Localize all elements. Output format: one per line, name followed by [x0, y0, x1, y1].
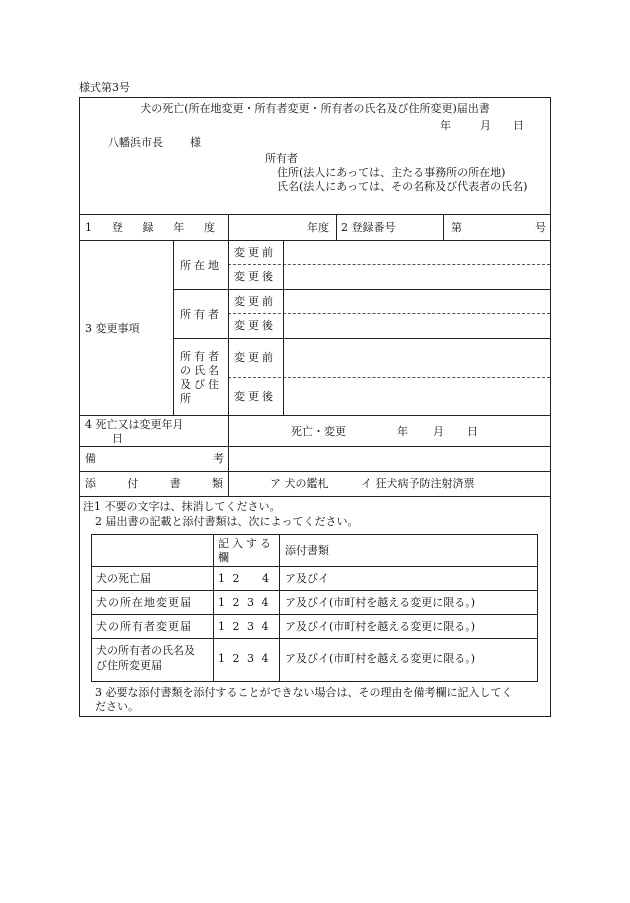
row4-value: 死亡・変更: [291, 425, 346, 438]
addressee-honorific: 様: [190, 136, 201, 149]
outer-border-top: [79, 97, 551, 98]
table-top-line: [79, 214, 551, 215]
owner-name-label-2: の氏名: [180, 364, 222, 377]
addressee-name: 八幡浜市長: [108, 136, 163, 149]
inner-row-docs: ア及びイ: [285, 572, 329, 585]
row4-year: 年: [397, 425, 408, 438]
inner-row-name: 犬の所在地変更届: [96, 596, 192, 609]
owner-name-after-label: 変更後: [234, 390, 276, 403]
location-bottom-line: [173, 289, 551, 290]
inner-header-bottom: [91, 566, 538, 567]
row4-bottom-line: [79, 446, 551, 447]
owner-name-divider: [228, 377, 550, 378]
row1-divider-b: [443, 214, 444, 241]
row4-month: 月: [433, 425, 444, 438]
label-column-line: [228, 214, 229, 497]
outer-border-right: [550, 97, 551, 717]
attachment-b: イ 狂犬病予防注射済票: [361, 477, 475, 490]
changes-label: 3 変更事項: [85, 322, 140, 335]
applicant-name: 氏名(法人にあっては、その名称及び代表者の氏名): [277, 180, 528, 193]
reg-number-label: 2 登録番号: [341, 221, 396, 234]
attachment-a: ア 犬の鑑札: [270, 477, 329, 490]
owner-before-label: 変更前: [234, 295, 276, 308]
row4-label-line1: 4 死亡又は変更年月: [85, 418, 184, 431]
inner-col-line-1: [213, 534, 214, 682]
location-before-label: 変更前: [234, 246, 276, 259]
row4-label-line2: 日: [112, 432, 123, 445]
reg-year-unit: 年度: [307, 221, 329, 234]
attachments-bottom-line: [79, 496, 551, 497]
reg-number-go: 号: [535, 221, 546, 234]
note-3-line2: ださい。: [95, 700, 139, 713]
inner-row-name-line2: び住所変更届: [96, 659, 162, 672]
inner-row-docs: ア及びイ(市町村を越える変更に限る。): [285, 620, 476, 633]
inner-col-line-2: [279, 534, 280, 682]
owner-divider: [228, 313, 550, 314]
row1-divider-a: [336, 214, 337, 241]
location-after-label: 変更後: [234, 270, 276, 283]
inner-row-fields: 1 2 4: [218, 572, 269, 585]
outer-border-left: [79, 97, 80, 717]
form-number: 様式第3号: [79, 81, 130, 94]
inner-header-fields-1: 記入する: [218, 537, 274, 550]
owner-name-before-label: 変更前: [234, 351, 276, 364]
reg-number-dai: 第: [451, 221, 462, 234]
inner-header-fields-2: 欄: [218, 551, 229, 564]
date-day: 日: [513, 119, 524, 132]
reg-year-label: 1 登 録 年 度: [85, 221, 215, 234]
inner-table-top: [91, 534, 538, 535]
remarks-label-a: 備: [85, 452, 96, 465]
form-title: 犬の死亡(所在地変更・所有者変更・所有者の氏名及び住所変更)届出書: [140, 102, 490, 115]
inner-row-fields: 1 2 3 4: [218, 652, 269, 665]
owner-name-label-4: 所: [180, 392, 191, 405]
inner-row-docs: ア及びイ(市町村を越える変更に限る。): [285, 652, 476, 665]
location-label: 所在地: [180, 259, 222, 272]
attachments-label: 添 付 書 類: [85, 477, 223, 490]
applicant-address: 住所(法人にあっては、主たる事務所の所在地): [277, 166, 506, 179]
before-after-line: [283, 240, 284, 416]
note-2: 2 届出書の記載と添付書類は、次によってください。: [95, 515, 359, 528]
owner-label: 所有者: [180, 308, 222, 321]
owner-after-label: 変更後: [234, 319, 276, 332]
inner-col-line-left: [91, 534, 92, 682]
inner-row2-bottom: [91, 614, 538, 615]
outer-border-bottom: [79, 716, 551, 717]
inner-row-docs: ア及びイ(市町村を越える変更に限る。): [285, 596, 476, 609]
remarks-bottom-line: [79, 471, 551, 472]
inner-row-name-line1: 犬の所有者の氏名及: [96, 644, 195, 657]
owner-bottom-line: [173, 338, 551, 339]
note-1: 注1 不要の文字は、抹消してください。: [83, 500, 281, 513]
inner-col-line-right: [537, 534, 538, 682]
owner-name-label-3: 及び住: [180, 378, 222, 391]
remarks-label-b: 考: [213, 452, 224, 465]
inner-table-bottom: [91, 681, 538, 682]
inner-row3-bottom: [91, 638, 538, 639]
inner-row-fields: 1 2 3 4: [218, 620, 269, 633]
applicant-label: 所有者: [265, 152, 298, 165]
row4-day: 日: [467, 425, 478, 438]
date-year: 年: [440, 119, 451, 132]
change-category-line: [173, 240, 174, 416]
owner-name-label-1: 所有者: [180, 350, 222, 363]
note-3-line1: 3 必要な添付書類を添付することができない場合は、その理由を備考欄に記入してく: [95, 686, 513, 699]
changes-bottom-line: [79, 415, 551, 416]
inner-row-fields: 1 2 3 4: [218, 596, 269, 609]
date-month: 月: [480, 119, 491, 132]
inner-row1-bottom: [91, 590, 538, 591]
inner-row-name: 犬の所有者変更届: [96, 620, 192, 633]
location-divider: [228, 264, 550, 265]
row1-bottom-line: [79, 240, 551, 241]
inner-row-name: 犬の死亡届: [96, 572, 151, 585]
inner-header-docs: 添付書類: [285, 544, 329, 557]
